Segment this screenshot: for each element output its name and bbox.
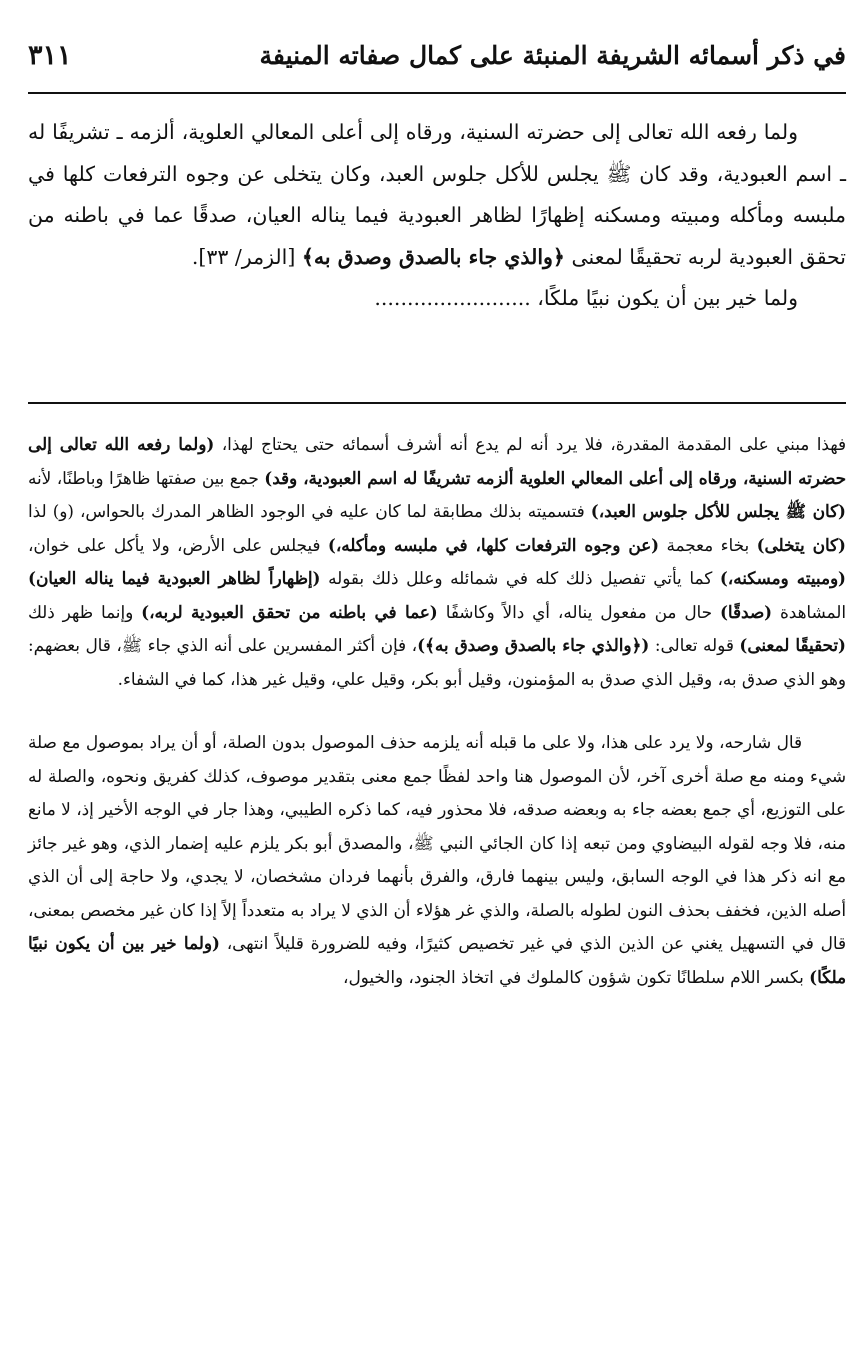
main-text — [28, 112, 846, 320]
page-number: ٣١١ — [28, 39, 72, 71]
commentary-text: جمع بين صفتها ظاهرًا وباطنًا، لأنه — [28, 467, 265, 488]
quoted-main-text: (ولما رفعه الله تعالى إلى حضرته السنية، ورقاه إلى أعلى المعالي العلوية ألزمه تشريفًا له اسم العبودية، وقد) — [28, 434, 846, 488]
commentary-text: وإنما ظهر ذلك — [28, 601, 142, 622]
quran-reference: [الزمر/ ٣٣]. — [191, 244, 302, 269]
quoted-main-text: (ومبيته ومسكنه،) — [719, 568, 846, 588]
main-text-continuation: ولما خير بين أن يكون نبيًا ملكًا، ........................ — [374, 286, 798, 310]
quoted-main-text: (تحقيقًا لمعنى) — [739, 635, 846, 655]
quoted-main-text: (كان يتخلى) — [756, 534, 846, 555]
quoted-main-text: (إظهاراً لظاهر العبودية فيما يناله العيان) — [28, 568, 321, 588]
commentary-text: ، فإن أكثر المفسرين على أنه الذي جاء ﷺ، قال بعضهم: وهو الذي صدق به، وقيل الذي صدق به المؤمنون، وقيل أبو بكر، وقيل علي، وقيل غير هذا، كما في الشفاء. — [28, 635, 846, 689]
running-title: في ذكر أسمائه الشريفة المنبئة على كمال صفاته المنيفة — [259, 40, 846, 70]
commentary — [28, 428, 846, 994]
commentary-paragraph — [28, 726, 846, 994]
separator-rule — [28, 402, 846, 404]
commentary-text: قال شارحه، ولا يرد على هذا، ولا على ما قبله أنه يلزمه حذف الموصول بدون الصلة، أو أن يراد بموصول مع صلة شيء ومنه مع صلة أخرى آخر، لأن الموصول هنا واحد لفظًا جمع معنى بتقدير موصوف، كذلك كفريق ونحوه، والصلة له على التوزيع، أي جمع بعضه جاء به وبعضه صدقه، فلا محذور فيه، كما ذكره الطيبي، وهذا جار في الوجه الأخير إذ، لا مانع منه، فلا وجه لقوله البيضاوي ومن تبعه إذا كان الجائي النبي ﷺ، والمصدق أبو بكر يلزم عليه إضمار الذي، وهو غير جائز مع انه ذكر هذا في الوجه السابق، وليس بينهما فارق، والفرق بأنهما فردان مشخصان، لا يجدي، ولا حاجة إلى أن الذي أصله الذين، فخفف بحذف النون لطوله بالصلة، والذي غر هؤلاء أن الذي لا يراد به متعدداً إلاً إذا كان غير مخصص بمعنى، قال في التسهيل يغني عن الذين الذي في غير تخصيص كثيرًا، وفيه للضرورة قليلاً انتهى، — [28, 732, 846, 953]
quoted-main-text: (ولما خير بين أن يكون نبيًا ملكًا) — [28, 933, 846, 987]
quoted-main-text: (صدقًا) — [719, 601, 773, 622]
commentary-text: قوله تعالى: — [649, 635, 740, 655]
main-text-body: ولما رفعه الله تعالى إلى حضرته السنية، ورقاه إلى أعلى المعالي العلوية، ألزمه ـ تشريفًا له ـ اسم العبودية، وقد كان ﷺ يجلس للأكل جلوس العبد، وكان يتخلى عن وجوه الترفعات كلها في ملبسه ومأكله ومبيته ومسكنه إظهارًا لظاهر العبودية فيما يناله العيان، صدقًا عما في باطنه من تحقق العبودية لربه تحقيقًا لمعنى — [28, 120, 846, 269]
commentary-text: فيجلس على الأرض، ولا يأكل على خوان، — [28, 534, 328, 555]
quoted-main-text: (عن وجوه الترفعات كلها، في ملبسه ومأكله،) — [327, 534, 660, 555]
commentary-text: فهذا مبني على المقدمة المقدرة، فلا يرد أنه لم يدع أنه أشرف أسمائه حتى يحتاج لهذا، — [214, 434, 846, 454]
quoted-main-text: (﴿والذي جاء بالصدق وصدق به﴾) — [417, 635, 650, 655]
commentary-text: بخاء معجمة — [659, 534, 757, 555]
commentary-text: حال من مفعول يناله، أي دالاً وكاشفًا — [437, 601, 720, 622]
commentary-text: بكسر اللام سلطانًا تكون شؤون كالملوك في اتخاذ الجنود، والخيول، — [343, 966, 810, 987]
page-header — [28, 28, 846, 82]
commentary-text: فتسميته بذلك مطابقة لما كان عليه في الوجود الظاهر المدرك بالحواس، (و) لذا — [28, 501, 591, 521]
commentary-paragraph — [28, 428, 846, 696]
commentary-text: المشاهدة — [772, 601, 846, 622]
quoted-main-text: (عما في باطنه من تحقق العبودية لربه،) — [141, 601, 438, 622]
commentary-text: كما يأتي تفصيل ذلك كله في شمائله وعلل ذلك بقوله — [320, 568, 720, 588]
quoted-main-text: (كان ﷺ يجلس للأكل جلوس العبد،) — [590, 501, 846, 521]
header-rule — [28, 92, 846, 94]
quran-quote: ﴿والذي جاء بالصدق وصدق به﴾ — [301, 244, 565, 269]
main-text-paragraph — [28, 112, 846, 278]
